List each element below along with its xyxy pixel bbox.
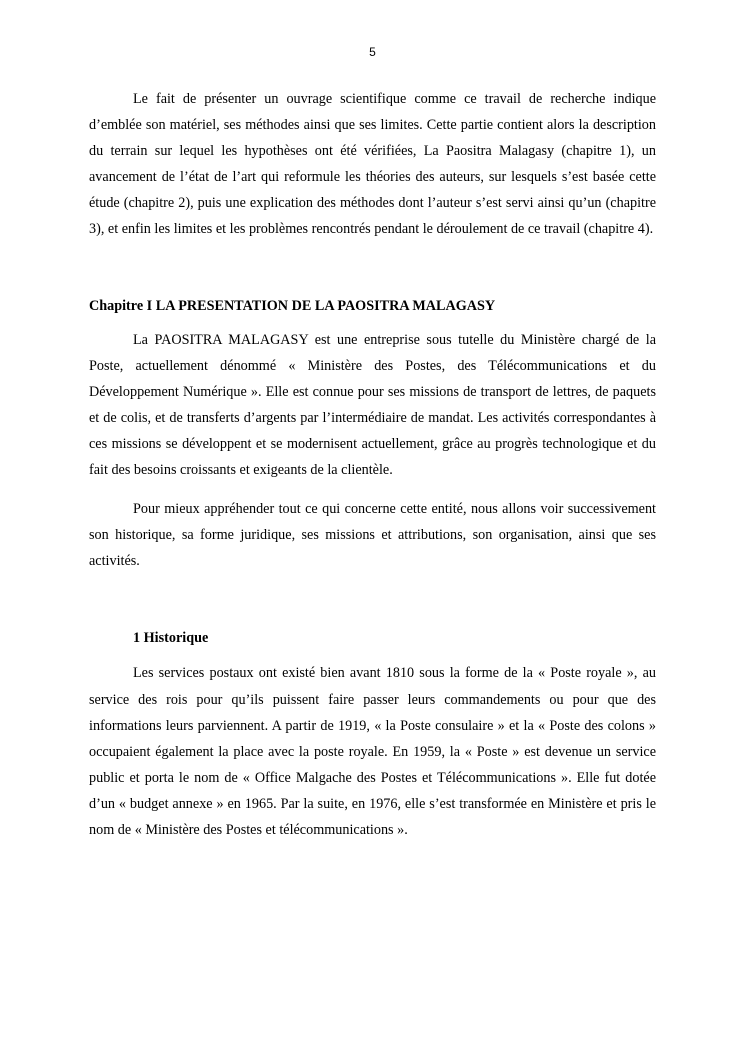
chapter-1-paragraph-2: Pour mieux appréhender tout ce qui concerne cette entité, nous allons voir successivement son historique, sa forme juridique, ses missions et attributions, son organisation, ainsi que ses activités. xyxy=(89,501,656,570)
intro-paragraph: Le fait de présenter un ouvrage scientifique comme ce travail de recherche indique d’emblée son matériel, ses méthodes ainsi que ses limites. Cette partie contient alors la description du terrain sur lequel les hypothèses ont été vérifiées, La Paositra Malagasy (chapitre 1), un avancement de l’état de l’art qui reformule les théories des auteurs, sur lesquels s’est basée cette étude (chapitre 2), puis une explication des méthodes dont l’auteur s’est servi ainsi qu’un (chapitre 3), et enfin les limites et les problèmes rencontrés pendant le déroulement de ce travail (chapitre 4). xyxy=(89,91,656,238)
chapter-1-heading: Chapitre I LA PRESENTATION DE LA PAOSITRA MALAGASY xyxy=(89,297,496,314)
chapter-1-paragraph-1: La PAOSITRA MALAGASY est une entreprise sous tutelle du Ministère chargé de la Poste, actuellement dénommé « Ministère des Postes, des Télécommunications et du Développement Numérique ». Elle est connue pour ses missions de transport de lettres, de paquets et de colis, et de transferts d’argents par l’intermédiaire de mandat. Les activités correspondantes à ces missions se développent et se modernisent actuellement, grâce au progrès technologique et du fait des besoins croissants et exigeants de la clientèle. xyxy=(89,331,656,479)
historique-paragraph: Les services postaux ont existé bien avant 1810 sous la forme de la « Poste royale », au service des rois pour qu’ils puissent faire passer leurs commandements ou pour que des informations leurs parviennent. A partir de 1919, « la Poste consulaire » et la « Poste des colons » occupaient également la place avec la poste royale. En 1959, la « Poste » est devenue un service public et porta le nom de « Office Malgache des Postes et Télécommunications ». Elle fut dotée d’un « budget annexe » en 1965. Par la suite, en 1976, elle s’est transformée en Ministère et pris le nom de « Ministère des Postes et télécommunications ». xyxy=(89,665,656,838)
historique-heading: 1 Historique xyxy=(133,630,209,647)
document-body xyxy=(89,86,656,843)
page-number: 5 xyxy=(369,45,376,59)
